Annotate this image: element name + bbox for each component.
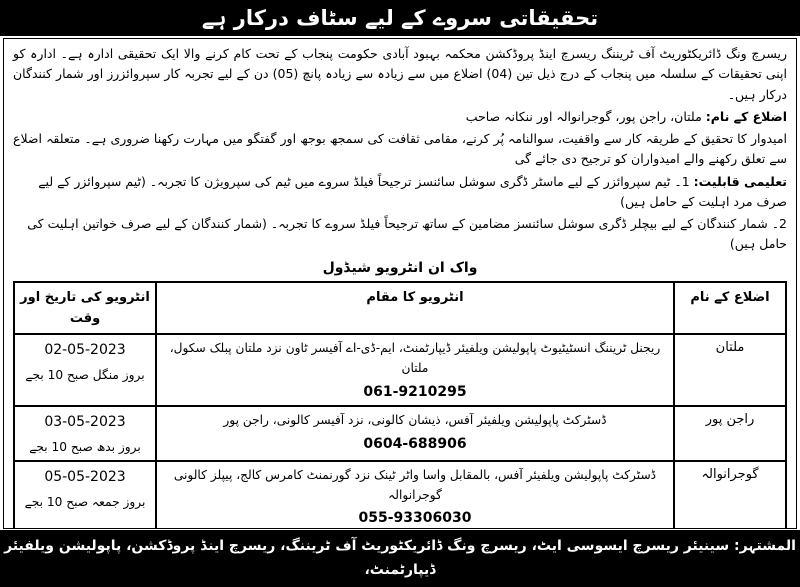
candidate-requirements: امیدوار کا تحقیق کے طریقہ کار سے واقفیت، سوالنامہ پُر کرنے، مقامی ثقافت کی سمجھ بوجھ اور گفتگو میں مہارت رکھنا ضروری ہے۔ متعلقہ اضلاع سے تعلق رکھنے والے امیدواران کو ترجیح دی جائے گی bbox=[13, 131, 787, 167]
districts-label: اضلاع کے نام: bbox=[705, 108, 787, 124]
ad-body bbox=[3, 38, 797, 529]
interview-address: ڈسٹرکٹ پاپولیشن ویلفیئر آفس، ذیشان کالونی، نزد آفیسر کالونی، راجن پور bbox=[223, 413, 607, 428]
interview-date: 05-05-2023 bbox=[44, 468, 126, 485]
district-name: ملتان bbox=[674, 334, 786, 406]
interview-day-time: بروز جمعہ صبح 10 بجے bbox=[24, 494, 146, 509]
contact-phone: 055-93306030 bbox=[358, 510, 472, 527]
interview-datetime-cell bbox=[14, 406, 156, 460]
interview-schedule-table bbox=[13, 281, 787, 529]
interview-location-cell bbox=[156, 406, 674, 460]
footer-advertiser-line: المشتہر: سینیئر ریسرچ ایسوسی ایٹ، ریسرچ ونگ ڈائریکٹوریٹ آف ٹریننگ، ریسرچ اینڈ پروڈکشن، پاپولیشن ویلفیئر ڈیپارٹمنٹ، bbox=[4, 538, 796, 578]
districts-line bbox=[13, 107, 787, 127]
col-header-location: انٹرویو کا مقام bbox=[156, 282, 674, 334]
intro-paragraph: ریسرچ ونگ ڈائریکٹوریٹ آف ٹریننگ ریسرچ اینڈ پروڈکشن محکمہ بہبود آبادی حکومت پنجاب کے تحت کام کرنے والا ایک تحقیقی ادارہ ہے۔ ادارہ کو اپنی تحقیقات کے سلسلہ میں پنجاب کے درج ذیل تین (04) اضلاع میں سے زیادہ سے زیادہ پانچ (05) دن کے لیے تجربہ کار سپروائزرز اور شمار کنندگان درکار ہیں۔ bbox=[13, 46, 788, 102]
qualification-line-2: 2۔ شمار کنندگان کے لیے بیچلر ڈگری سوشل سائنسز مضامین کے ساتھ ترجیحاً فیلڈ سروے کا تجربہ۔ (شمار کنندگان کے لیے صرف خواتین اہلیت کی حامل ہیں) bbox=[27, 216, 787, 252]
districts-value: ملتان، راجن پور، گوجرانوالہ اور ننکانہ صاحب bbox=[465, 108, 702, 124]
district-name: راجن پور bbox=[674, 406, 786, 460]
interview-datetime-cell bbox=[14, 334, 156, 406]
qualification-1-text: 1۔ ٹیم سپروائزر کے لیے ماسٹر ڈگری سوشل سائنسز ترجیحاً فیلڈ سروے میں ٹیم کی سپرویژن کا تجربہ۔ (ٹیم سپروائزر کے لیے صرف مرد اہلیت کے حامل ہیں) bbox=[38, 173, 787, 209]
qualification-line-1 bbox=[13, 172, 787, 213]
qualification-label: تعلیمی قابلیت: bbox=[693, 173, 787, 189]
advertiser-footer bbox=[0, 530, 800, 587]
interview-address: ریجنل ٹریننگ انسٹیٹیوٹ پاپولیشن ویلفیئر ڈیپارٹمنٹ، ایم-ڈی-اے آفیسر ٹاون نزد ملتان پبلک سکول، ملتان bbox=[169, 341, 661, 376]
table-row bbox=[14, 461, 786, 529]
interview-date: 02-05-2023 bbox=[44, 342, 126, 359]
col-header-datetime: انٹرویو کی تاریخ اور وقت bbox=[14, 282, 156, 334]
ad-title: تحقیقاتی سروے کے لیے سٹاف درکار ہے bbox=[201, 6, 599, 30]
interview-datetime-cell bbox=[14, 461, 156, 529]
interview-location-cell bbox=[156, 461, 674, 529]
col-header-district: اضلاع کے نام bbox=[674, 282, 786, 334]
interview-day-time: بروز منگل صبح 10 بجے bbox=[25, 367, 145, 382]
interview-date: 03-05-2023 bbox=[44, 414, 126, 431]
interview-day-time: بروز بدھ صبح 10 بجے bbox=[29, 440, 141, 455]
contact-phone: 061-9210295 bbox=[363, 383, 467, 400]
schedule-title: واک ان انٹرویو شیڈول bbox=[322, 259, 478, 276]
contact-phone: 0604-688906 bbox=[363, 436, 467, 453]
ad-title-banner bbox=[0, 0, 800, 36]
table-header-row bbox=[14, 282, 786, 334]
footer-address-line bbox=[0, 583, 800, 587]
interview-address: ڈسٹرکٹ پاپولیشن ویلفیئر آفس، بالمقابل واسا واٹر ٹینک نزد گورنمنٹ کامرس کالج، پیپلز کالونی گوجرانوالہ bbox=[173, 467, 657, 502]
table-row bbox=[14, 406, 786, 460]
interview-location-cell bbox=[156, 334, 674, 406]
table-row bbox=[14, 334, 786, 406]
district-name: گوجرانوالہ bbox=[674, 461, 786, 529]
